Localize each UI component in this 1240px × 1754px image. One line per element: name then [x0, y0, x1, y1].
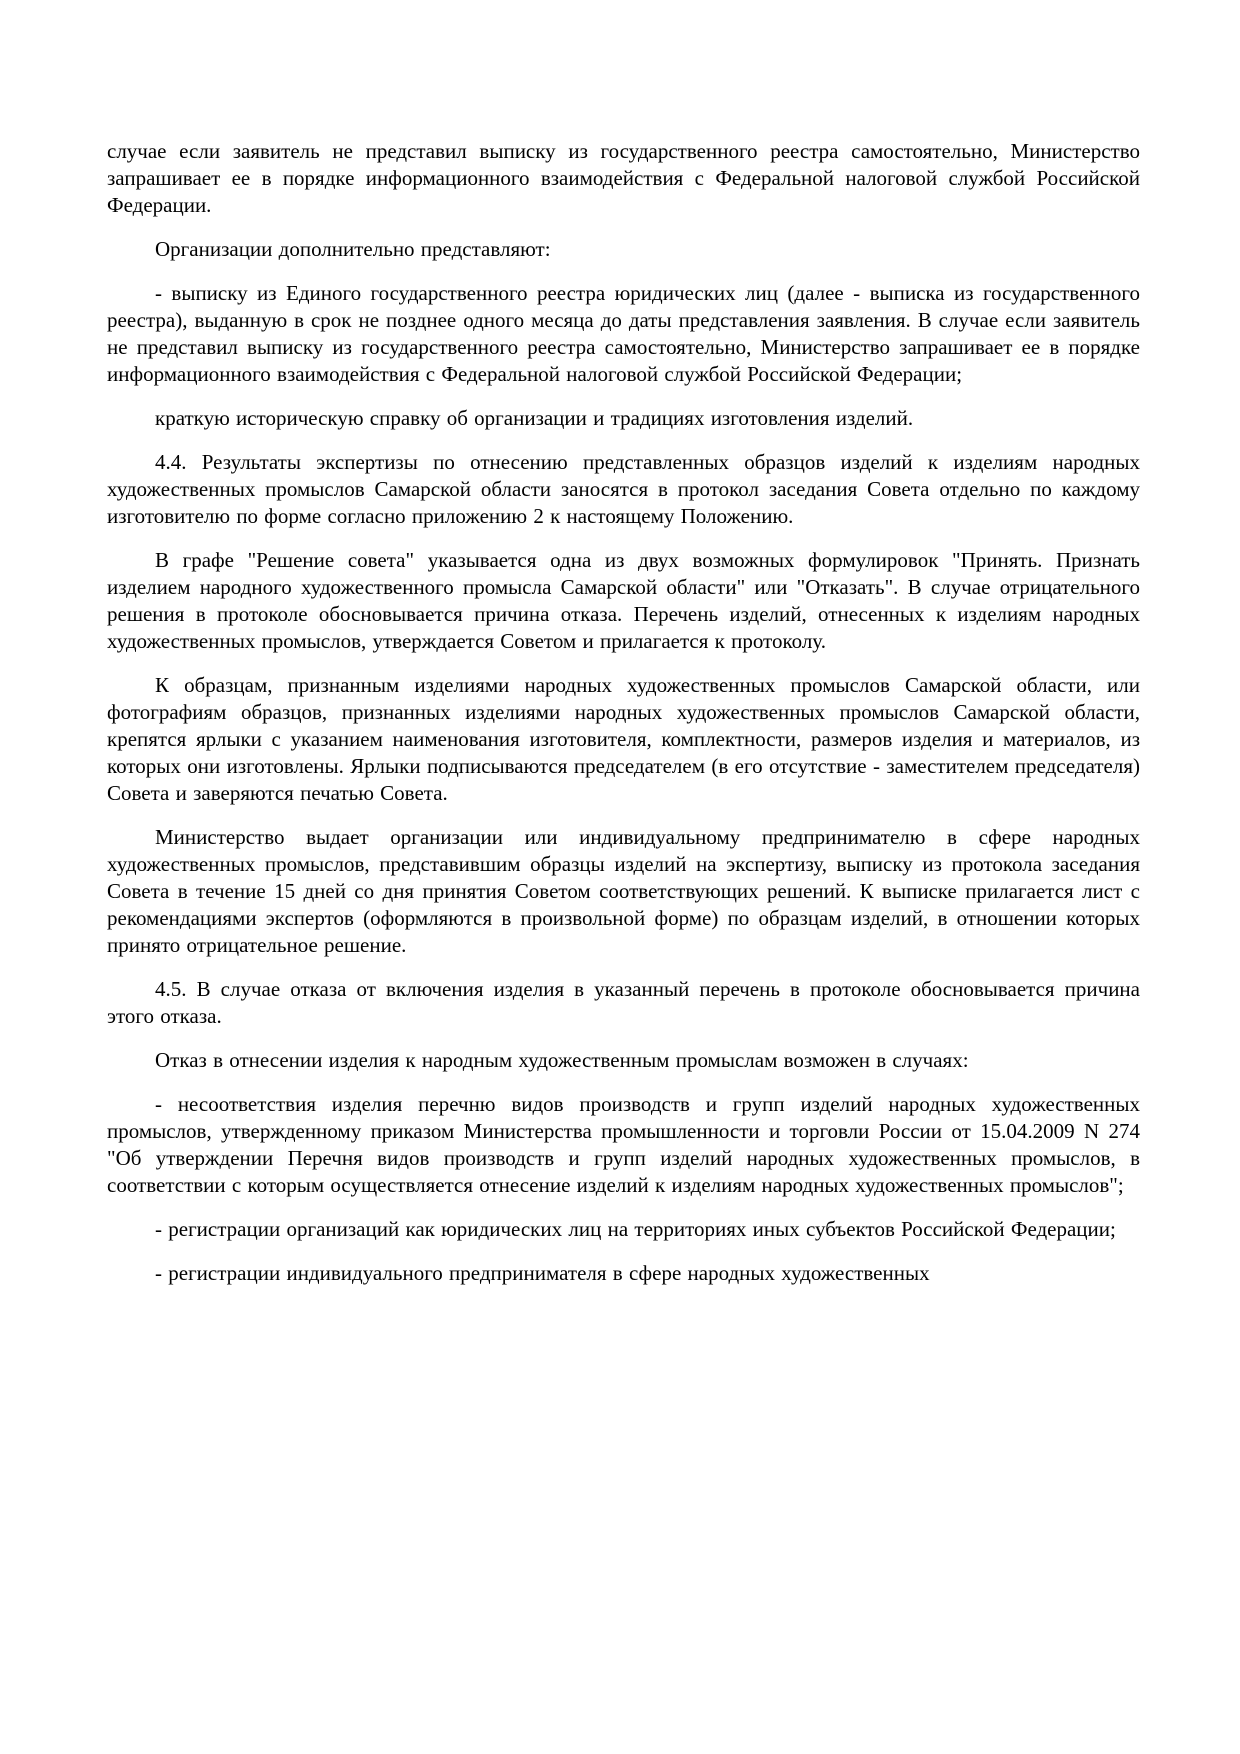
paragraph: - регистрации организаций как юридических лиц на территориях иных субъектов Российской Федерации;	[155, 1217, 1116, 1241]
paragraph: Отказ в отнесении изделия к народным художественным промыслам возможен в случаях:	[155, 1048, 969, 1072]
paragraph: К образцам, признанным изделиями народных художественных промыслов Самарской области, или фотографиям образцов, признанных изделиями народных художественных промыслов Самарской области, крепятся ярлыки с указанием наименования изготовителя, комплектности, размеров изделия и материалов, из которых они изготовлены. Ярлыки подписываются председателем (в его отсутствие - заместителем председателя) Совета и заверяются печатью Совета.	[107, 673, 1140, 805]
paragraph: случае если заявитель не представил выписку из государственного реестра самостоятельно, Министерство запрашивает ее в порядке информационного взаимодействия с Федеральной налоговой службой Российской Федерации.	[107, 139, 1140, 217]
paragraph: - регистрации индивидуального предпринимателя в сфере народных художественных	[155, 1261, 930, 1285]
paragraph: 4.4. Результаты экспертизы по отнесению представленных образцов изделий к изделиям народных художественных промыслов Самарской области заносятся в протокол заседания Совета отдельно по каждому изготовителю по форме согласно приложению 2 к настоящему Положению.	[107, 450, 1140, 528]
paragraph: - выписку из Единого государственного реестра юридических лиц (далее - выписка из государственного реестра), выданную в срок не позднее одного месяца до даты представления заявления. В случае если заявитель не представил выписку из государственного реестра самостоятельно, Министерство запрашивает ее в порядке информационного взаимодействия с Федеральной налоговой службой Российской Федерации;	[107, 281, 1140, 386]
paragraph: - несоответствия изделия перечню видов производств и групп изделий народных художественных промыслов, утвержденному приказом Министерства промышленности и торговли России от 15.04.2009 N 274 "Об утверждении Перечня видов производств и групп изделий народных художественных промыслов, в соответствии с которым осуществляется отнесение изделий к изделиям народных художественных промыслов";	[107, 1092, 1140, 1197]
paragraph: краткую историческую справку об организации и традициях изготовления изделий.	[155, 406, 914, 430]
paragraph: В графе "Решение совета" указывается одна из двух возможных формулировок "Принять. Признать изделием народного художественного промысла Самарской области" или "Отказать". В случае отрицательного решения в протоколе обосновывается причина отказа. Перечень изделий, отнесенных к изделиям народных художественных промыслов, утверждается Советом и прилагается к протоколу.	[107, 548, 1140, 653]
paragraph: Организации дополнительно представляют:	[155, 237, 551, 261]
paragraph: Министерство выдает организации или индивидуальному предпринимателю в сфере народных художественных промыслов, представившим образцы изделий на экспертизу, выписку из протокола заседания Совета в течение 15 дней со дня принятия Советом соответствующих решений. К выписке прилагается лист с рекомендациями экспертов (оформляются в произвольной форме) по образцам изделий, в отношении которых принято отрицательное решение.	[107, 825, 1140, 957]
paragraph: 4.5. В случае отказа от включения изделия в указанный перечень в протоколе обосновывается причина этого отказа.	[107, 977, 1140, 1028]
